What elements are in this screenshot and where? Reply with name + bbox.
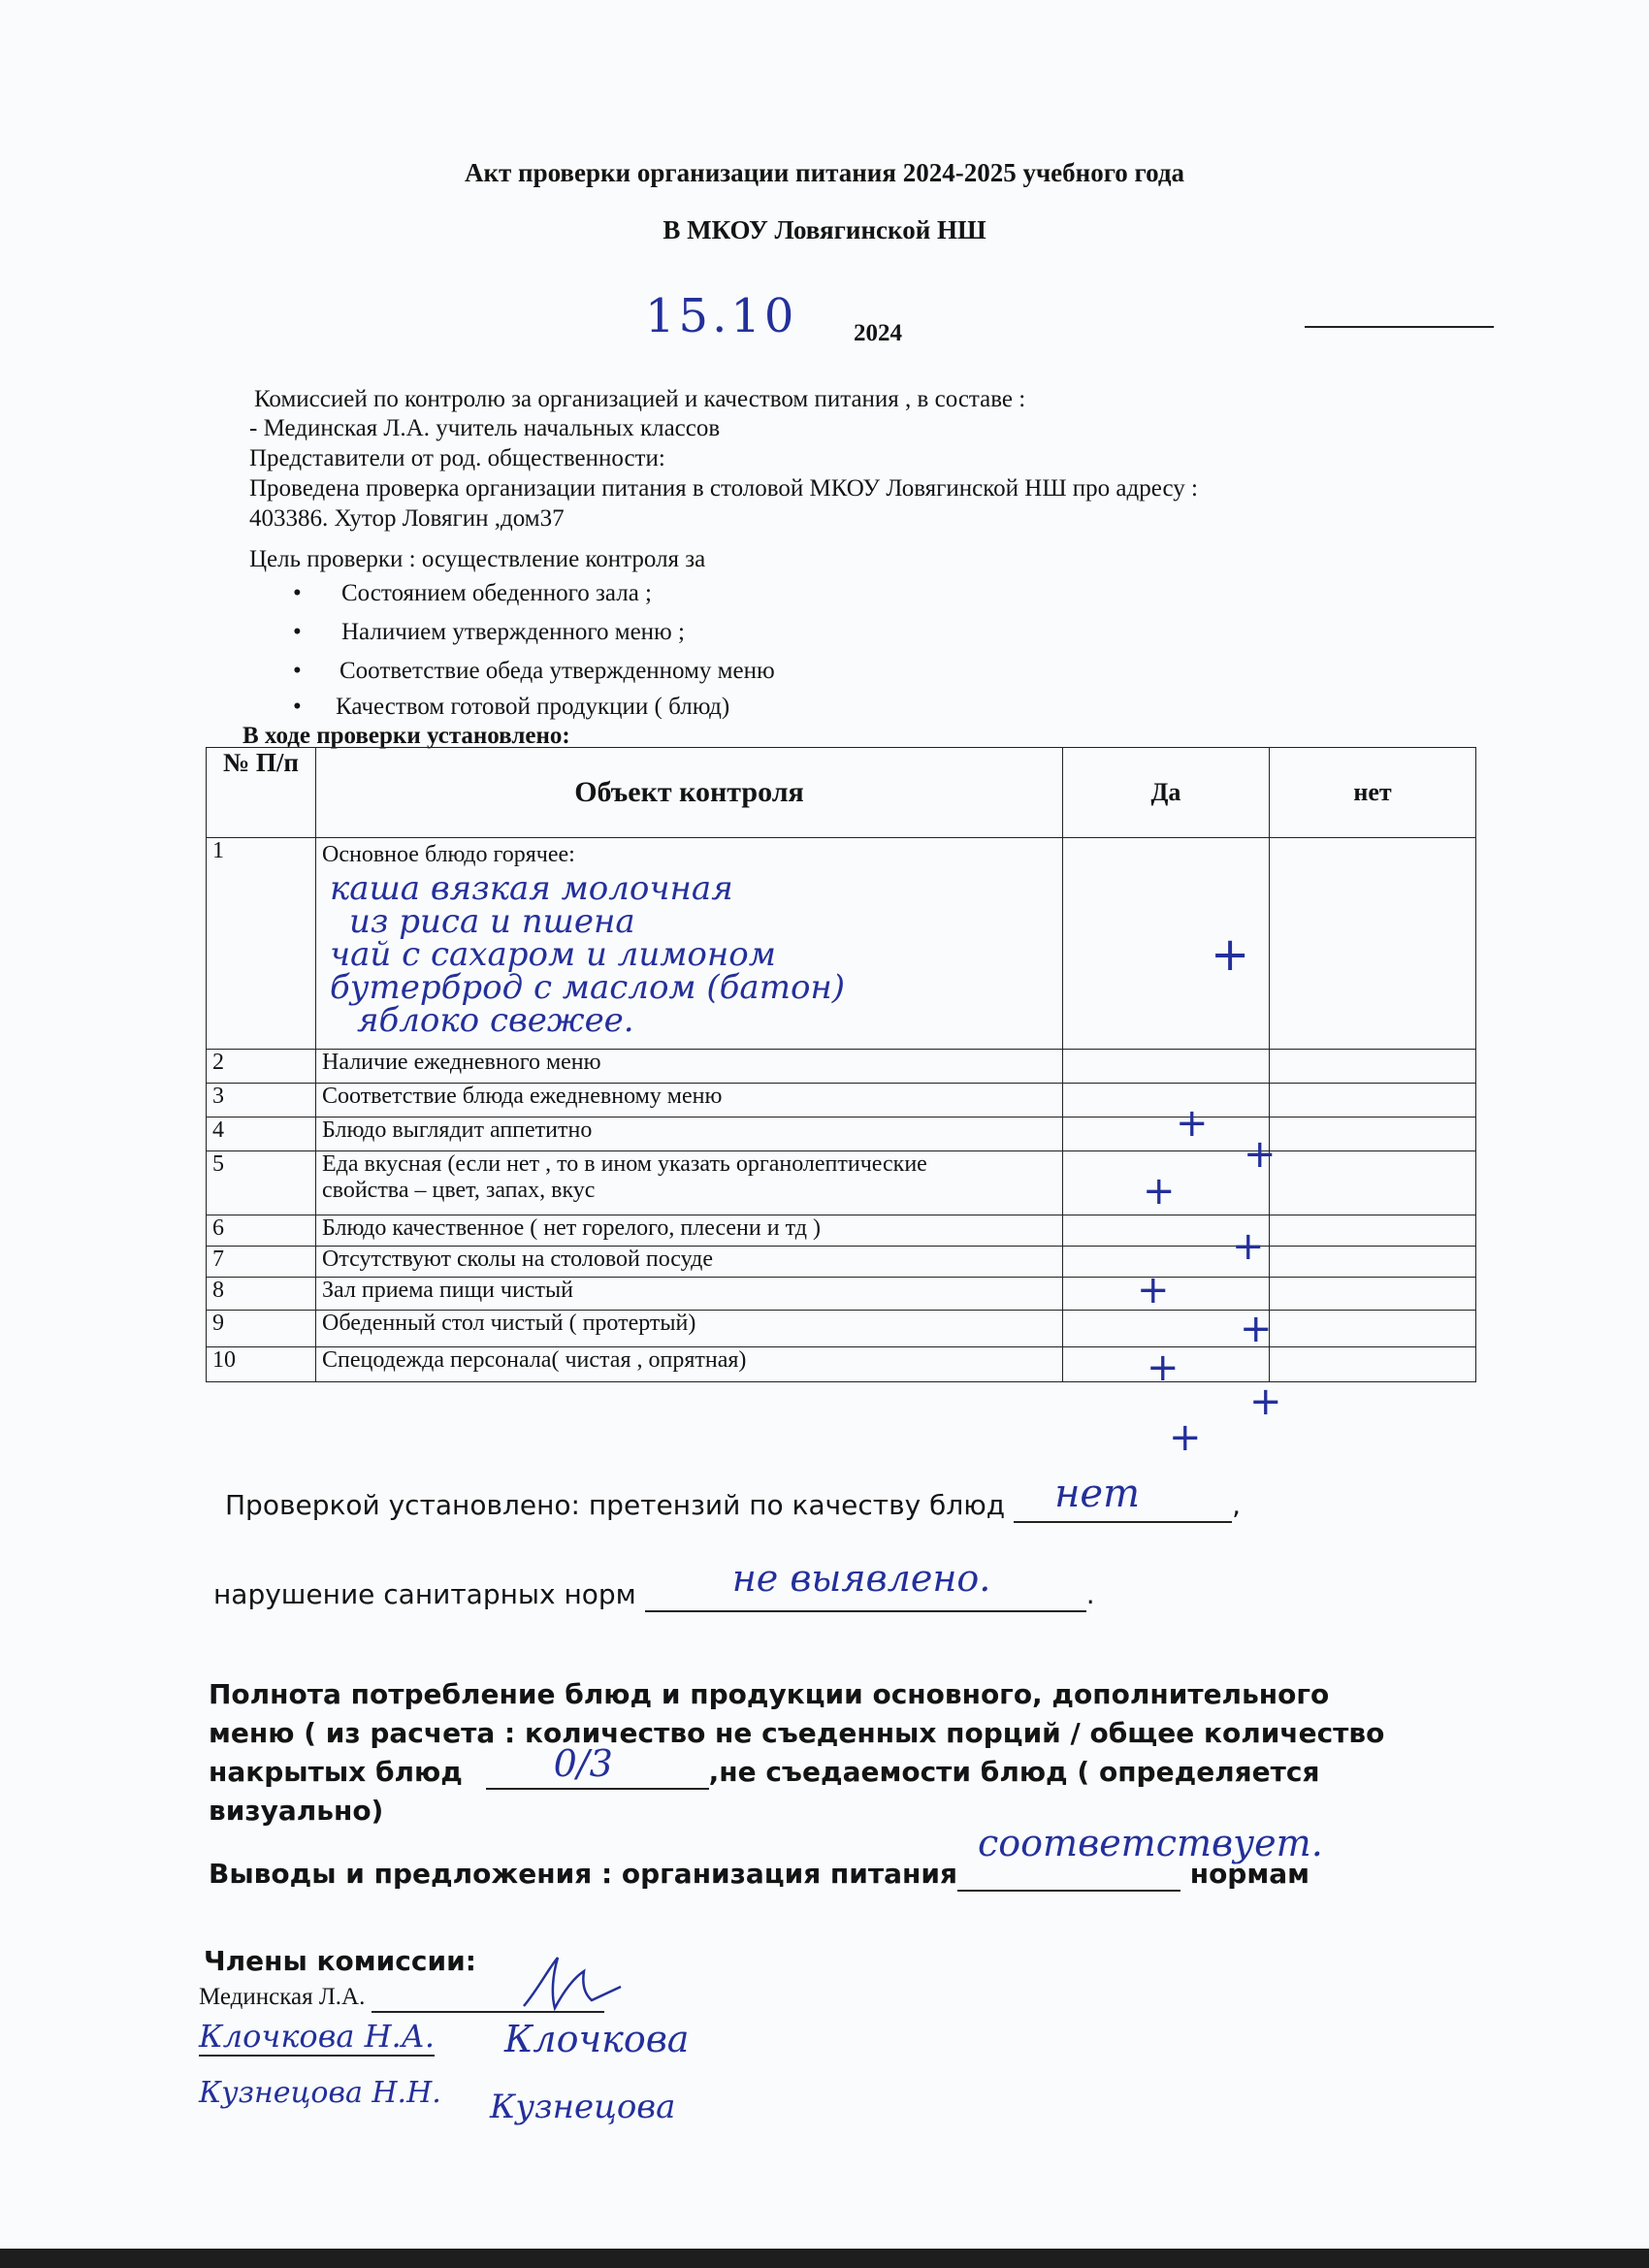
school-name: В МКОУ Ловягинской НШ: [663, 215, 986, 244]
conclusion-label: Выводы и предложения : организация питания: [209, 1858, 957, 1890]
table-row: [207, 1347, 1476, 1382]
representatives-line: Представители от род. общественности:: [249, 445, 665, 471]
check-line-2: 403386. Хутор Ловягин ,дом37: [249, 505, 565, 532]
menu-line: яблоко свежее.: [357, 1001, 634, 1040]
menu-line: бутерброд с маслом (батон): [330, 968, 846, 1007]
commission-line: Комиссией по контролю за организацией и качеством питания , в составе :: [254, 386, 1026, 412]
row-num: 6: [207, 1215, 316, 1247]
table-row: [207, 1311, 1476, 1347]
no-cell: [1270, 1347, 1476, 1382]
row-num: 2: [207, 1050, 316, 1084]
consumption-label-cont: ,не съедаемости блюд ( определяется: [708, 1756, 1320, 1788]
table-row: [207, 1050, 1476, 1084]
table-row: [207, 838, 1476, 1050]
table-row: [207, 1215, 1476, 1247]
established-heading: В ходе проверки установлено:: [242, 723, 570, 749]
members-title: Члены комиссии:: [204, 1945, 476, 1977]
date-blank-line: [1305, 326, 1494, 328]
row-object: Блюдо качественное ( нет горелого, плесени и тд ): [316, 1215, 1063, 1247]
bullet-item: • Соответствие обеда утвержденному меню: [293, 658, 775, 684]
conclusion-line: [209, 1858, 1310, 1892]
check-mark: +: [1211, 927, 1250, 982]
table-row: [207, 1084, 1476, 1118]
row-num: 7: [207, 1247, 316, 1278]
document-title: Акт проверки организации питания 2024-2025 учебного года: [464, 158, 1185, 187]
signature-medinskaya: [514, 1950, 630, 2018]
row-num: 9: [207, 1311, 316, 1347]
row-num: 1: [207, 838, 316, 1050]
yes-cell: [1063, 1311, 1270, 1347]
claims-blank: [1014, 1472, 1232, 1523]
table-row: [207, 1118, 1476, 1151]
check-mark: +: [1169, 1415, 1202, 1460]
bullet-icon: •: [293, 694, 302, 720]
yes-cell: [1063, 1084, 1270, 1118]
yes-cell: [1063, 1050, 1270, 1084]
row-object: Обеденный стол чистый ( протертый): [316, 1311, 1063, 1347]
bullet-item: • Состоянием обеденного зала ;: [293, 580, 653, 606]
member-line: - Мединская Л.А. учитель начальных классов: [249, 415, 721, 441]
consumption-line-2: меню ( из расчета : количество не съеденных порций / общее количество: [209, 1717, 1385, 1749]
no-cell: [1270, 838, 1476, 1050]
row-num: 8: [207, 1278, 316, 1311]
menu-line: чай с сахаром и лимоном: [330, 935, 776, 974]
scan-edge: [0, 2249, 1649, 2268]
yes-cell: [1063, 1118, 1270, 1151]
check-mark: +: [1143, 1169, 1176, 1214]
row-label: свойства – цвет, запах, вкус: [322, 1178, 596, 1203]
bullet-item: • Наличием утвержденного меню ;: [293, 619, 685, 645]
member-handwritten-name: Клочкова Н.А.: [199, 2018, 436, 2055]
check-mark: +: [1176, 1101, 1209, 1146]
row-object: Отсутствуют сколы на столовой посуде: [316, 1247, 1063, 1278]
check-mark: +: [1147, 1345, 1180, 1390]
row-object: Соответствие блюда ежедневному меню: [316, 1084, 1063, 1118]
member-name: Мединская Л.А.: [199, 1984, 366, 2010]
check-mark: +: [1244, 1132, 1277, 1177]
no-cell: [1270, 1050, 1476, 1084]
conclusion-blank: [957, 1858, 1180, 1892]
table-row: [207, 1247, 1476, 1278]
consumption-line-4: визуально): [209, 1795, 384, 1827]
row-label: Еда вкусная (если нет , то в ином указать органолептические: [322, 1151, 927, 1177]
no-cell: [1270, 1311, 1476, 1347]
sanitary-label: нарушение санитарных норм: [213, 1578, 636, 1610]
claims-line: Проверкой установлено: претензий по качеству блюд нет ,: [225, 1472, 1241, 1521]
no-cell: [1270, 1247, 1476, 1278]
bullet-icon: •: [293, 658, 302, 684]
row-object: [316, 1151, 1063, 1215]
bullet-icon: •: [293, 580, 302, 606]
check-mark: +: [1249, 1379, 1282, 1424]
claims-value: нет: [1054, 1472, 1141, 1516]
row-num: 3: [207, 1084, 316, 1118]
handwritten-menu: [330, 869, 1056, 1040]
row-object: Наличие ежедневного меню: [316, 1050, 1063, 1084]
menu-line: каша вязкая молочная: [330, 869, 733, 908]
row-label: Основное блюдо горячее:: [322, 842, 575, 867]
member-handwritten-name: Кузнецова Н.Н.: [199, 2076, 441, 2110]
inspection-table: [206, 747, 1476, 1382]
row-num: 4: [207, 1118, 316, 1151]
table-row: [207, 1151, 1476, 1215]
sanitary-line: нарушение санитарных норм не выявлено. .: [213, 1557, 1095, 1610]
header-no: нет: [1270, 748, 1476, 838]
year: 2024: [854, 320, 902, 346]
consumption-line-1: Полнота потребление блюд и продукции основного, дополнительного: [209, 1678, 1330, 1710]
table-header-row: [207, 748, 1476, 838]
no-cell: [1270, 1215, 1476, 1247]
table-row: [207, 1278, 1476, 1311]
menu-line: из риса и пшена: [349, 902, 635, 941]
member-signature: Клочкова: [504, 2018, 690, 2060]
row-object: [316, 838, 1063, 1050]
no-cell: [1270, 1118, 1476, 1151]
check-mark: +: [1137, 1268, 1170, 1312]
goal-line: Цель проверки : осуществление контроля за: [249, 546, 706, 572]
check-line-1: Проведена проверка организации питания в столовой МКОУ Ловягинской НШ про адресу :: [249, 475, 1198, 502]
bullet-icon: •: [293, 619, 302, 645]
row-object: Спецодежда персонала( чистая , опрятная): [316, 1347, 1063, 1382]
handwritten-date: 15.10: [645, 289, 798, 343]
consumption-value: 0/3: [553, 1742, 613, 1785]
header-num: № П/п: [207, 748, 316, 838]
check-mark: +: [1240, 1307, 1273, 1351]
no-cell: [1270, 1151, 1476, 1215]
consumption-blank: [486, 1742, 709, 1790]
header-yes: Да: [1063, 748, 1270, 838]
member-signature: Кузнецова: [490, 2088, 676, 2126]
conclusion-end: нормам: [1189, 1858, 1310, 1890]
consumption-line-3: [209, 1742, 1320, 1790]
no-cell: [1270, 1278, 1476, 1311]
consumption-label: накрытых блюд: [209, 1756, 463, 1788]
no-cell: [1270, 1084, 1476, 1118]
sanitary-value: не выявлено.: [731, 1557, 991, 1600]
bullet-item: • Качеством готовой продукции ( блюд): [293, 694, 730, 720]
row-num: 10: [207, 1347, 316, 1382]
row-num: 5: [207, 1151, 316, 1215]
header-object: Объект контроля: [316, 748, 1063, 838]
claims-label: Проверкой установлено: претензий по качеству блюд: [225, 1489, 1006, 1521]
check-mark: +: [1232, 1224, 1265, 1269]
row-object: Блюдо выглядит аппетитно: [316, 1118, 1063, 1151]
row-object: Зал приема пищи чистый: [316, 1278, 1063, 1311]
conclusion-value: соответствует.: [978, 1822, 1323, 1864]
